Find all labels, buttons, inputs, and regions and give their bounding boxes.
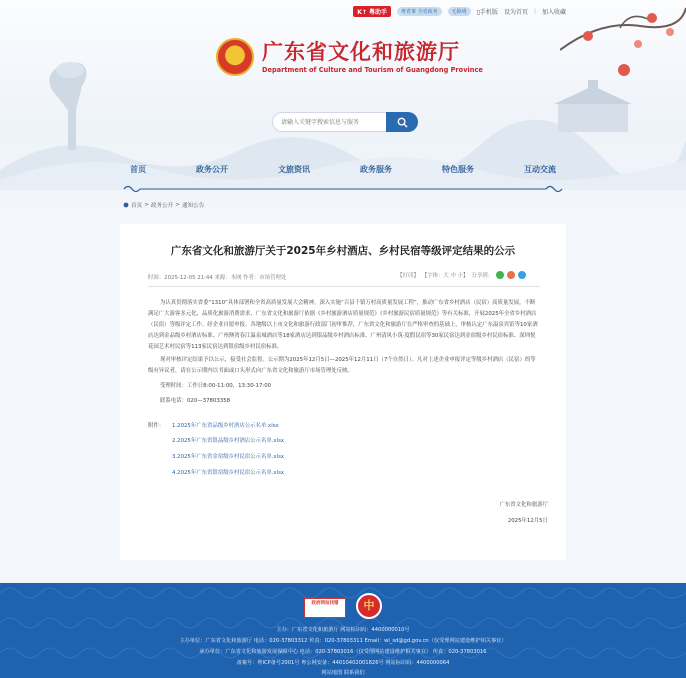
attachment-link[interactable]: 4.2025年广东省银宿级乡村民宿公示名单.xlsx [172,470,285,476]
contact-hours: 受理时间：工作日8:00-11:00，13:30-17:00 [160,383,272,389]
nav-news[interactable]: 文旅资讯 [278,165,310,174]
search-box [272,112,418,132]
weibo-share-icon[interactable] [507,271,515,279]
site-footer [0,583,686,678]
breadcrumb-sep: > [175,202,180,208]
attachment-link[interactable]: 3.2025年广东省金宿级乡村民宿公示名单.xlsx [172,454,285,460]
article-meta: 时间：2025-12-05 21:44 来源：本网 作者：市场管理处 [148,275,287,281]
article-paragraph-1: 为认真贯彻落实省委“1310”具体部署和全省高质量发展大会精神，深入实施“百县千镇万村高质量发展工程”，推动广东省乡村酒店（民宿）高质量发展，不断满足广大游客多元化、品质化旅游消费需求，广东省文化和旅游厅依据《乡村旅游酒店质量规范》《乡村旅游民宿质量规范》等有关标准，开展2025年全省乡村酒店（民宿）等级评定工作。经企业自愿申报、各地级以上市文化和旅游行政部门初审推荐，广东省文化和旅游厅在严格审查的基础上，审核认定广东温泉宾馆等10家酒店达到金品级乡村酒店标准、广州澳湾春江温泉城酒店等18家酒店达到银品级乡村酒店标准、广州清风小筑·度假民宿等30家民宿达到金宿级乡村民宿标准、深圳悦花园艺术村民宿等113家民宿达到银宿级乡村民宿标准。 [148,300,538,350]
qq-share-icon[interactable] [518,271,526,279]
font-size-control[interactable]: 【字体：大 中 小】 [421,273,469,279]
party-gov-logo-text: 中 [363,599,375,612]
nav-services[interactable]: 政务服务 [360,165,392,174]
gov-website-error-report-logo[interactable] [304,598,346,618]
nav-featured[interactable]: 特色服务 [442,165,474,174]
main-nav [120,164,566,175]
yue-shengshi-pill[interactable]: 粤省事 全省政务 [397,7,442,16]
signature-organization: 广东省文化和旅游厅 [499,502,548,508]
mobile-link[interactable]: ▯手机版 [476,8,498,16]
contact-phone: 联系电话：020—37803358 [160,398,231,404]
signature-date: 2025年12月5日 [507,518,548,524]
wechat-share-icon[interactable] [496,271,504,279]
divider [148,286,540,287]
top-utility-bar [353,5,566,17]
search-button[interactable] [386,112,418,132]
nav-gov-affairs[interactable]: 政务公开 [196,165,228,174]
breadcrumb-home[interactable]: 首页 [131,203,143,209]
share-label: 分享到： [471,273,493,279]
nav-interaction[interactable]: 互动交流 [524,165,556,174]
national-emblem-icon [216,38,254,76]
building-decoration [548,80,638,136]
yue-assistant-badge[interactable]: K↑ 粤助手 [353,6,391,17]
site-subtitle: Department of Culture and Tourism of Guangdong Province [262,66,483,74]
mobile-link-label: 手机版 [479,8,498,16]
article-tools [397,271,526,279]
article-paragraph-2: 现对审核评定结果予以公示，接受社会监督。公示期为2025年12月5日—2025年12月11日（7个自然日）。凡对上述企业申报评定等级乡村酒店（民宿）的等级有异议者，请在公示期内以书面或口头形式向广东省文化和旅游厅市场管理处反映。 [148,357,536,374]
location-pin-icon [123,202,129,208]
goat-statue-decoration [30,40,110,150]
footer-line-3: 承办单位：广东省文化和旅游发展保障中心 电话：020-37803016（仅受理网站建设维护相关事宜） 传真：020-37803016 [199,649,487,655]
footer-line-1: 主办：广东省文化和旅游厅 网站标识码：4400000010号 [276,627,410,633]
article-body [148,298,540,407]
search-input[interactable] [272,112,386,132]
attachment-link[interactable]: 2.2025年广东省银品级乡村酒店公示名单.xlsx [172,438,285,444]
breadcrumb-sep: > [144,202,149,208]
print-link[interactable]: 【打印】 [397,273,419,279]
site-header [0,0,686,214]
kapok-flower-decoration [560,0,686,80]
breadcrumb-gov-affairs[interactable]: 政务公开 [150,203,174,209]
party-gov-logo[interactable] [356,593,382,619]
article-panel [120,224,566,560]
article-title: 广东省文化和旅游厅关于2025年乡村酒店、乡村民宿等级评定结果的公示 [170,245,516,257]
footer-line-4: 备案号：粤ICP备号2001号 粤公网安备：44010402001826号 网站标识码：4400000064 [236,660,450,666]
breadcrumb [123,201,204,209]
nav-home[interactable]: 首页 [130,165,146,174]
attachment-link[interactable]: 1.2025年广东省品级乡村酒店公示名单.xlsx [172,423,279,429]
accessibility-pill[interactable]: 无障碍 [448,7,471,16]
attachments-label: 附件： [148,423,165,429]
add-bookmark-link[interactable]: 加入收藏 [541,8,566,16]
search-icon [397,117,408,128]
footer-links[interactable]: 网站地图 联系我们 [321,670,365,676]
site-title[interactable]: 广东省文化和旅游厅 [262,39,460,64]
error-report-label: 政府网站找错 [311,601,339,606]
breadcrumb-notices[interactable]: 通知公告 [181,203,205,209]
divider: | [533,7,536,15]
footer-line-2: 主办单位：广东省文化和旅游厅 电话：020-37803312 传真：020-37803311 Email：wl_sd@gd.gov.cn（仅受理网站建设维护相关事宜） [179,638,507,644]
nav-wave-divider [122,184,564,194]
set-homepage-link[interactable]: 设为首页 [503,8,528,16]
